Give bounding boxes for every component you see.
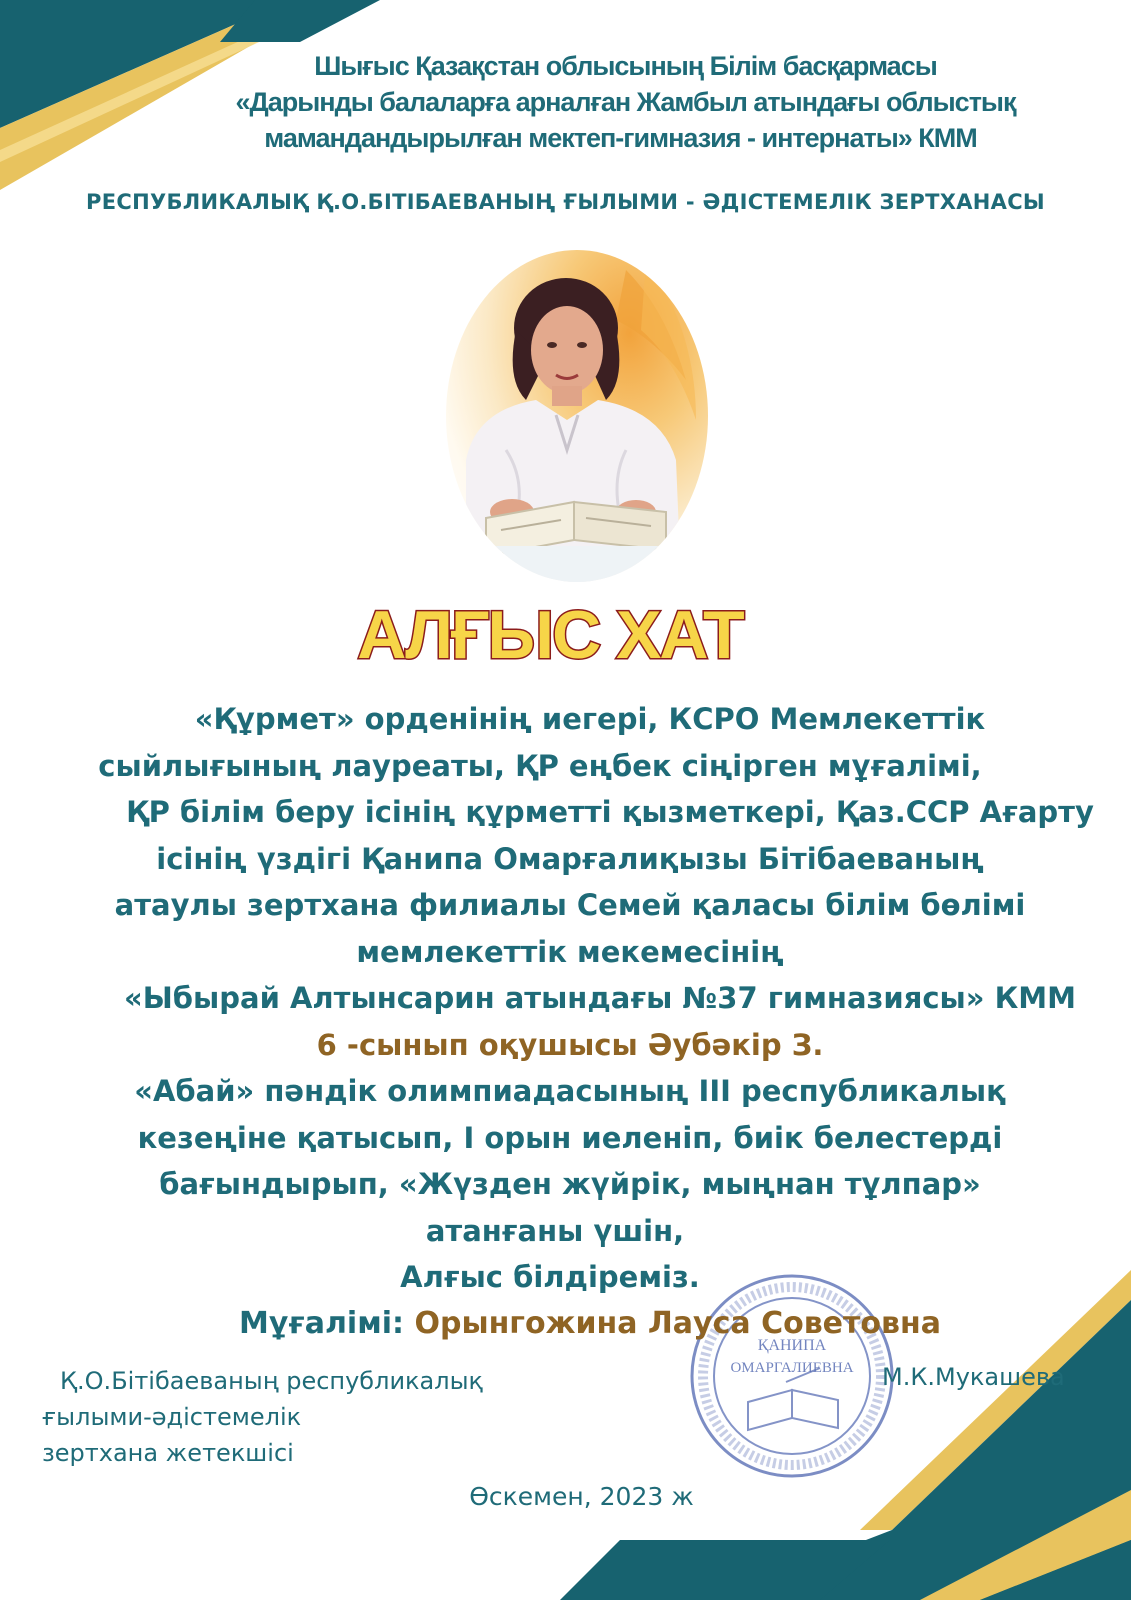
body-line-3: ҚР білім беру ісінің құрметті қызметкері, Қаз.ССР Ағарту xyxy=(126,795,1094,829)
teacher-line xyxy=(60,1306,1120,1341)
header-line-3: мамандандырылған мектеп-гимназия - интернаты» КММ xyxy=(264,123,977,153)
certificate-title-graphic xyxy=(0,600,1131,670)
body-line-13: Алғыс білдіреміз. xyxy=(400,1260,700,1294)
body-line-10: кезеңіне қатысып, І орын иеленіп, биік белестерді xyxy=(137,1120,1003,1155)
body-line-5: атаулы зертхана филиалы Семей қаласы білім бөлімі xyxy=(114,888,1026,922)
certificate-title-wrapper xyxy=(0,600,1131,674)
student-line: 6 -сынып оқушысы Әубәкір З. xyxy=(316,1027,824,1062)
portrait-photo xyxy=(446,250,708,582)
body-line-11: бағындырып, «Жүзден жүйрік, мыңнан тұлпар» xyxy=(159,1167,981,1201)
official-stamp xyxy=(688,1272,896,1480)
header xyxy=(0,48,1131,156)
body-line-6: мемлекеттік мекемесінің xyxy=(356,934,784,969)
body-line-9: «Абай» пәндік олимпиадасының ІІІ республикалық xyxy=(134,1074,1006,1108)
body-line-7: «Ыбырай Алтынсарин атындағы №37 гимназиясы» КММ xyxy=(123,981,1076,1015)
city-year: Өскемен, 2023 ж xyxy=(469,1482,694,1511)
certificate-body xyxy=(40,696,1100,1301)
signatory-title-line-2: ғылыми-әдістемелік xyxy=(42,1403,302,1431)
body-line-4: ісінің үздігі Қанипа Омарғалиқызы Бітібаеваның xyxy=(156,841,984,876)
signatory-title xyxy=(42,1363,483,1471)
stamp-center-line-1: ҚАНИПА xyxy=(757,1337,827,1354)
body-line-12: атанғаны үшін, xyxy=(425,1213,685,1248)
signatory-title-line-3: зертхана жетекшісі xyxy=(42,1439,294,1467)
stamp-center-line-2: ОМАРГАЛИЕВНА xyxy=(730,1360,854,1376)
body-line-2: сыйлығының лауреаты, ҚР еңбек сіңірген мұғалімі, xyxy=(98,748,982,783)
header-line-1: Шығыс Қазақстан облысының Білім басқармасы xyxy=(314,51,937,81)
body-line-1: «Құрмет» орденінің иегері, КСРО Мемлекеттік xyxy=(194,702,986,736)
teacher-name: Орынгожина Лауса Советовна xyxy=(414,1306,941,1341)
laboratory-title: РЕСПУБЛИКАЛЫҚ Қ.О.БІТІБАЕВАНЫҢ ҒЫЛЫМИ - ӘДІСТЕМЕЛІК ЗЕРТХАНАСЫ xyxy=(86,190,1045,214)
portrait-illustration xyxy=(446,250,708,582)
signatory-title-line-1: Қ.О.Бітібаеваның республикалық xyxy=(60,1367,484,1395)
teacher-label: Мұғалімі: xyxy=(239,1306,405,1341)
header-line-2: «Дарынды балаларға арналған Жамбыл атындағы облыстық xyxy=(235,87,1016,117)
stamp-book-icon xyxy=(748,1368,838,1430)
certificate-title: АЛҒЫС ХАТ xyxy=(357,600,743,670)
signatory-name: М.К.Мукашева xyxy=(882,1363,1065,1391)
